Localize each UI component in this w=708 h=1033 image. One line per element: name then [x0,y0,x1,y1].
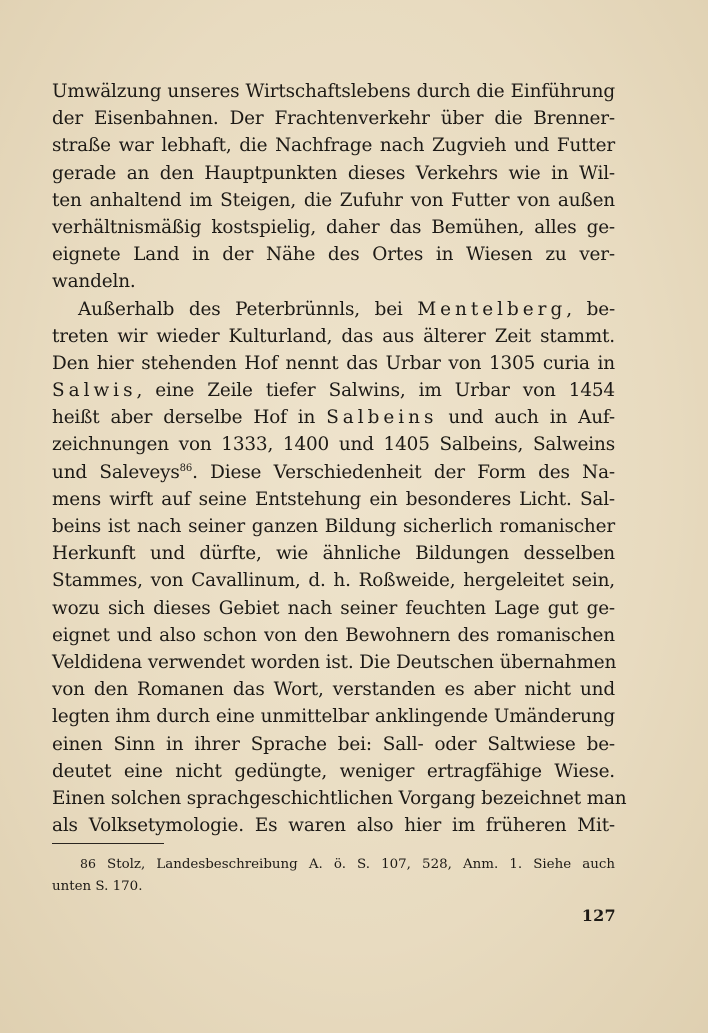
footnote-line [52,852,615,875]
text-line: treten wir wieder Kulturland, das aus älterer Zeit stammt. [52,325,615,347]
footnote-text: Stolz, Landesbeschreibung A. ö. S. 107, 528, Anm. 1. Siehe auch [107,857,615,872]
text-line: legten ihm durch eine unmittelbar anklingende Umänderung [52,706,615,728]
text-fragment: heißt aber derselbe Hof in [52,407,316,429]
text-line: von den Romanen das Wort, verstanden es aber nicht und [52,679,615,701]
body-text [52,78,627,839]
text-line: wandeln. [52,271,136,293]
text-line: Einen solchen sprachgeschichtlichen Vorgang bezeichnet man [52,787,627,809]
page-number: 127 [581,906,616,925]
text-line: gerade an den Hauptpunkten dieses Verkehrs wie in Wil- [52,162,615,184]
text-fragment: . Diese Verschiedenheit der Form des Na- [192,461,615,483]
footnote-reference[interactable]: 86 [179,462,193,474]
text-line: Umwälzung unseres Wirtschaftslebens durch die Einführung [52,81,615,102]
spaced-name-salbeins: Salbeins [326,407,438,429]
footnote-number: 86 [80,856,96,871]
text-line: einen Sinn in ihrer Sprache bei: Sall- oder Saltwiese be- [52,733,615,755]
text-line: mens wirft auf seine Entstehung ein besonderes Licht. Sal- [52,488,615,510]
text-fragment: , be- [566,298,616,320]
text-line [52,459,615,486]
text-fragment: und Saleveys [52,461,180,483]
text-line: der Eisenbahnen. Der Frachtenverkehr über die Brenner- [52,108,615,130]
text-line: als Volksetymologie. Es waren also hier im früheren Mit- [52,815,615,837]
text-line: Veldidena verwendet worden ist. Die Deutschen übernahmen [52,651,617,673]
footnote-divider [52,843,164,844]
text-line [52,404,615,431]
spaced-name-mentelberg: Mentelberg [417,298,567,320]
footnote-line: unten S. 170. [52,879,143,894]
text-line: Stammes, von Cavallinum, d. h. Roßweide, hergeleitet sein, [52,570,615,592]
text-line: wozu sich dieses Gebiet nach seiner feuchten Lage gut ge- [52,597,615,619]
text-line: beins ist nach seiner ganzen Bildung sicherlich romanischer [52,516,615,537]
text-line: eignete Land in der Nähe des Ortes in Wiesen zu ver- [52,244,615,266]
text-line: verhältnismäßig kostspielig, daher das Bemühen, alles ge- [52,216,615,238]
text-line [52,377,615,404]
text-line [52,296,615,323]
text-line: eignet und also schon von den Bewohnern des romanischen [52,624,615,646]
text-line: Den hier stehenden Hof nennt das Urbar von 1305 curia in [52,352,615,374]
text-fragment: , eine Zeile tiefer Salwins, im Urbar von 1454 [136,380,615,402]
text-line: ten anhaltend im Steigen, die Zufuhr von Futter von außen [52,189,615,211]
text-fragment: und auch in Auf- [437,407,615,429]
text-line: deutet eine nicht gedüngte, weniger ertragfähige Wiese. [52,760,615,782]
text-line: straße war lebhaft, die Nachfrage nach Zugvieh und Futter [52,135,615,157]
text-line: Herkunft und dürfte, wie ähnliche Bildungen desselben [52,543,615,565]
footnotes [52,852,615,898]
text-line: zeichnungen von 1333, 1400 und 1405 Salbeins, Salweins [52,434,615,456]
text-fragment: Außerhalb des Peterbrünnls, bei [78,298,403,320]
spaced-name-salwis: Salwis [52,380,137,402]
